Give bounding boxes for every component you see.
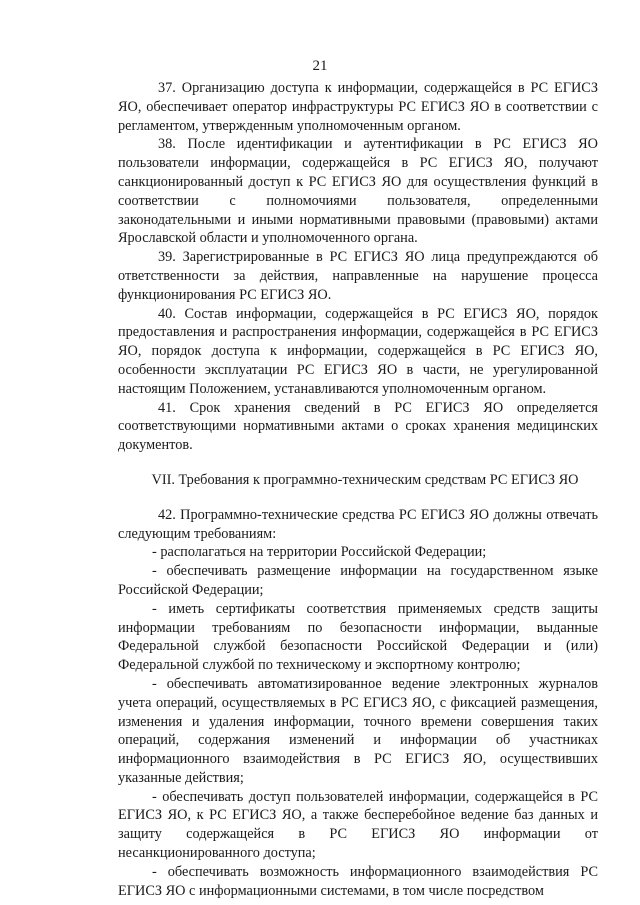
- paragraph-38: 38. После идентификации и аутентификации в РС ЕГИСЗ ЯО пользователи информации, содержащейся в РС ЕГИСЗ ЯО, получают санкционированный доступ к РС ЕГИСЗ ЯО для осуществления функций в соответствии с полномочиями пользователя, определенными законодательными и иными нормативными правовыми (правовыми) актами Ярославской области и уполномоченного органа.: [118, 136, 598, 247]
- requirement-item: - обеспечивать возможность информационного взаимодействия РС ЕГИСЗ ЯО с информационными системами, в том числе посредством: [118, 863, 598, 899]
- paragraph-40: 40. Состав информации, содержащейся в РС ЕГИСЗ ЯО, порядок предоставления и распространения информации, содержащейся в РС ЕГИСЗ ЯО, порядок доступа к информации, содержащейся в РС ЕГИСЗ ЯО, особенности эксплуатации РС ЕГИСЗ ЯО в части, не урегулированной настоящим Положением, устанавливаются уполномоченным органом.: [118, 305, 598, 397]
- requirement-item: - располагаться на территории Российской Федерации;: [152, 544, 487, 561]
- page-body: [118, 79, 598, 900]
- requirement-item: - обеспечивать автоматизированное ведение электронных журналов учета операций, осуществляемых в РС ЕГИСЗ ЯО, с фиксацией размещения, изменения и удаления информации, точного времени совершения таких операций, содержания изменений и информации об участниках информационного взаимодействия в РС ЕГИСЗ ЯО, осуществивших указанные действия;: [118, 675, 598, 786]
- requirement-item: - иметь сертификаты соответствия применяемых средств защиты информации требованиям по безопасности информации, выданные Федеральной службой безопасности Российской Федерации и (или) Федеральной службой по техническому и экспортному контролю;: [118, 600, 598, 674]
- paragraph-42: 42. Программно-технические средства РС ЕГИСЗ ЯО должны отвечать следующим требованиям:: [118, 506, 598, 542]
- requirement-item: - обеспечивать доступ пользователей информации, содержащейся в РС ЕГИСЗ ЯО, к РС ЕГИСЗ ЯО, а также бесперебойное ведение баз данных и защиту содержащейся в РС ЕГИСЗ ЯО информации от несанкционированного доступа;: [118, 788, 598, 862]
- paragraph-37: 37. Организацию доступа к информации, содержащейся в РС ЕГИСЗ ЯО, обеспечивает оператор инфраструктуры РС ЕГИСЗ ЯО в соответствии с регламентом, утвержденным уполномоченным органом.: [118, 80, 598, 134]
- section-heading: VII. Требования к программно-техническим средствам РС ЕГИСЗ ЯО: [151, 471, 579, 488]
- paragraph-39: 39. Зарегистрированные в РС ЕГИСЗ ЯО лица предупреждаются об ответственности за действия, направленные на нарушение процесса функционирования РС ЕГИСЗ ЯО.: [118, 249, 598, 303]
- paragraph-41: 41. Срок хранения сведений в РС ЕГИСЗ ЯО определяется соответствующими нормативными актами о сроках хранения медицинских документов.: [118, 399, 598, 454]
- requirement-item: - обеспечивать размещение информации на государственном языке Российской Федерации;: [118, 563, 598, 598]
- page-number: 21: [312, 58, 328, 74]
